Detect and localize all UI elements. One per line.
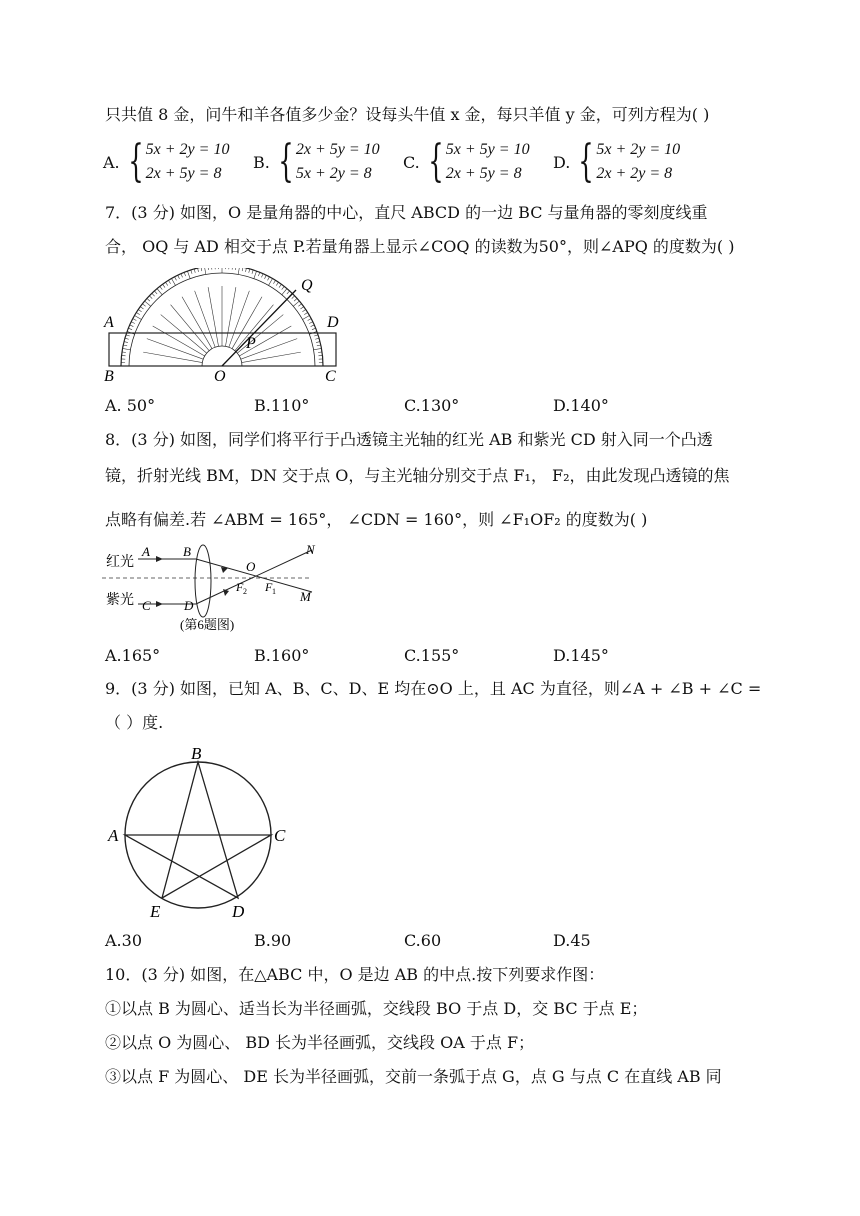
- q9-option-a: A.30: [105, 931, 142, 950]
- protractor-tick: [163, 284, 165, 287]
- figure-caption: (第6题图): [180, 617, 235, 632]
- q7-text-line2: 合， OQ 与 AD 相交于点 P.若量角器上显示∠COQ 的读数为50°，则∠APQ 的度数为( ): [105, 237, 735, 256]
- q6-option-b-eq1: 2x + 5y = 10: [295, 141, 380, 158]
- protractor-tick: [315, 338, 319, 339]
- protractor-tick: [123, 348, 131, 349]
- label-n: N: [306, 542, 315, 557]
- protractor-radial-line: [153, 326, 205, 356]
- protractor-tick: [124, 342, 128, 343]
- brace-icon: {: [278, 136, 294, 187]
- q6-option-d-eq2: 2x + 2y = 8: [596, 165, 673, 182]
- q9-option-d: D.45: [553, 931, 591, 950]
- arrow-icon: [156, 601, 163, 607]
- q6-option-d: [553, 138, 680, 186]
- protractor-tick: [308, 319, 312, 321]
- protractor-tick: [145, 301, 151, 306]
- protractor-tick: [309, 322, 313, 324]
- protractor-tick: [282, 289, 287, 295]
- q8-option-d: D.145°: [553, 646, 609, 665]
- q6-option-a-eq1: 5x + 2y = 10: [145, 141, 230, 158]
- protractor-tick: [154, 291, 157, 294]
- protractor-tick: [130, 325, 134, 327]
- protractor-radial-line: [225, 287, 235, 346]
- protractor-tick: [126, 335, 130, 336]
- q10-text-line3: ②以点 O 为圆心、 BD 长为半径画弧，交线段 OA 于点 F；: [105, 1033, 535, 1052]
- arrow-icon: [156, 556, 163, 562]
- q7-option-a: A. 50°: [105, 396, 156, 415]
- protractor-tick: [140, 307, 143, 309]
- label-a: A: [108, 826, 119, 845]
- q6-option-d-label: D.: [553, 152, 571, 172]
- q10-text-line2: ①以点 B 为圆心、适当长为半径画弧，交线段 BO 于点 D，交 BC 于点 E；: [105, 999, 648, 1018]
- q6-option-d-eq1: 5x + 2y = 10: [596, 141, 681, 158]
- label-f1: F: [265, 580, 273, 594]
- protractor-tick: [245, 268, 246, 272]
- q6-option-c-eq2: 2x + 5y = 8: [445, 165, 522, 182]
- protractor-tick: [149, 296, 152, 299]
- protractor-tick: [265, 275, 267, 279]
- q7-option-d: D.140°: [553, 396, 609, 415]
- q7-protractor-figure: [100, 268, 350, 384]
- label-o: O: [214, 368, 226, 384]
- q8-option-a: A.165°: [105, 646, 161, 665]
- protractor-ticks: [121, 268, 323, 366]
- protractor-radial-line: [143, 352, 202, 362]
- arrow-icon: [221, 567, 228, 573]
- protractor-tick: [181, 274, 183, 278]
- protractor-tick: [293, 301, 299, 306]
- protractor-tick: [300, 307, 303, 309]
- protractor-tick: [249, 269, 250, 273]
- q9-option-c: C.60: [404, 931, 442, 950]
- protractor-tick: [172, 279, 176, 286]
- protractor-radial-line: [195, 291, 216, 347]
- protractor-radial-line: [182, 297, 212, 349]
- q6-option-c: [403, 138, 530, 186]
- q6-option-c-label: C.: [403, 152, 420, 172]
- protractor-tick: [268, 277, 270, 281]
- protractor-tick: [175, 277, 177, 281]
- label-c: C: [142, 598, 151, 613]
- protractor-tick: [147, 298, 150, 301]
- label-a: A: [104, 314, 114, 331]
- protractor-tick: [135, 316, 142, 320]
- label-f2-sub: 2: [243, 587, 247, 596]
- protractor-tick: [198, 268, 199, 272]
- protractor-radial-line: [208, 287, 218, 346]
- protractor-tick: [125, 338, 129, 339]
- label-p: P: [246, 335, 256, 352]
- q6-option-a: [103, 138, 229, 186]
- protractor-tick: [138, 310, 141, 312]
- q8-option-b: B.160°: [254, 646, 310, 665]
- protractor-tick: [235, 268, 236, 270]
- protractor-tick: [314, 335, 318, 336]
- label-red-light: 红光: [106, 555, 134, 570]
- protractor-tick: [298, 304, 301, 306]
- protractor-tick: [142, 304, 145, 306]
- label-d: D: [232, 902, 245, 920]
- protractor-tick: [160, 286, 162, 289]
- protractor-tick: [292, 296, 295, 299]
- q9-star-circle-figure: [100, 740, 300, 920]
- q6-option-c-eq1: 5x + 5y = 10: [445, 141, 530, 158]
- protractor-tick: [304, 312, 307, 314]
- q6-option-a-eq2: 2x + 5y = 8: [145, 165, 222, 182]
- protractor-tick: [201, 268, 202, 271]
- protractor-tick: [133, 319, 137, 321]
- protractor-tick: [317, 345, 321, 346]
- protractor-tick: [242, 268, 243, 271]
- q6-text-line1: 只共值 8 金，问牛和羊各值多少金？设每头牛值 x 金，每只羊值 y 金，可列方程为( ): [105, 105, 710, 124]
- brace-icon: {: [428, 136, 444, 187]
- q8-text-line2: 镜，折射光线 BM，DN 交于点 O，与主光轴分别交于点 F₁， F₂，由此发现凸透镜的焦: [105, 466, 730, 485]
- protractor-tick: [273, 280, 275, 283]
- protractor-tick: [131, 322, 135, 324]
- protractor-tick: [194, 269, 195, 273]
- q6-option-b: [253, 138, 380, 186]
- label-b: B: [183, 544, 191, 559]
- protractor-tick: [187, 271, 190, 279]
- q8-option-c: C.155°: [404, 646, 460, 665]
- protractor-tick: [252, 270, 253, 274]
- protractor-tick: [122, 352, 126, 353]
- label-q: Q: [301, 277, 313, 294]
- protractor-tick: [303, 316, 310, 320]
- q7-option-c: C.130°: [404, 396, 460, 415]
- q6-option-b-eq2: 5x + 2y = 8: [295, 165, 372, 182]
- q8-text-line3: 点略有偏差.若 ∠ABM = 165°， ∠CDN = 160°，则 ∠F₁OF₂ 的度数为( ): [105, 510, 648, 529]
- protractor-radial-line: [147, 339, 203, 360]
- protractor-tick: [269, 279, 273, 286]
- label-d: D: [327, 314, 339, 331]
- label-a: A: [142, 544, 150, 559]
- protractor-radial-line: [242, 352, 301, 362]
- label-b: B: [104, 368, 114, 384]
- label-c: C: [274, 826, 286, 845]
- label-b: B: [191, 744, 202, 763]
- label-o: O: [246, 559, 256, 574]
- q8-text-line1: 8．(3 分) 如图，同学们将平行于凸透镜主光轴的红光 AB 和紫光 CD 射入同一个凸透: [105, 430, 713, 449]
- protractor-tick: [178, 275, 180, 279]
- protractor-tick: [318, 352, 322, 353]
- protractor-tick: [302, 310, 305, 312]
- protractor-tick: [261, 274, 263, 278]
- protractor-tick: [311, 325, 315, 327]
- protractor-tick: [294, 298, 297, 301]
- q9-text-line2: （ ）度.: [105, 713, 164, 732]
- protractor-tick: [282, 286, 284, 289]
- label-e: E: [150, 902, 161, 920]
- protractor-tick: [136, 312, 139, 314]
- q9-text-line1: 9．(3 分) 如图，已知 A、B、C、D、E 均在⊙O 上，且 AC 为直径，则∠A + ∠B + ∠C =: [105, 679, 762, 698]
- protractor-tick: [316, 342, 320, 343]
- protractor-tick: [314, 348, 322, 349]
- q8-lens-figure: [100, 540, 330, 635]
- label-purple-light: 紫光: [106, 593, 134, 608]
- protractor-tick: [287, 291, 290, 294]
- protractor-tick: [123, 345, 127, 346]
- protractor-tick: [157, 289, 162, 295]
- label-f2: F: [236, 580, 244, 594]
- label-f1-sub: 1: [272, 587, 276, 596]
- q7-text-line1: 7．(3 分) 如图，O 是量角器的中心，直尺 ABCD 的一边 BC 与量角器的零刻度线重: [105, 203, 708, 222]
- label-c: C: [325, 368, 336, 384]
- label-d: D: [184, 598, 194, 613]
- protractor-tick: [152, 293, 155, 296]
- protractor-tick: [204, 268, 205, 274]
- q9-option-b: B.90: [254, 931, 292, 950]
- protractor-tick: [238, 268, 239, 274]
- protractor-tick: [208, 268, 209, 270]
- protractor-tick: [166, 282, 168, 285]
- ruler-rect: [109, 333, 336, 366]
- q6-option-a-label: A.: [103, 152, 120, 172]
- brace-icon: {: [578, 136, 595, 187]
- protractor-tick: [191, 270, 192, 274]
- protractor-tick: [168, 280, 170, 283]
- brace-icon: {: [127, 136, 144, 187]
- q10-text-line4: ③以点 F 为圆心、 DE 长为半径画弧，交前一条弧于点 G，点 G 与点 C 在直线 AB 同: [105, 1067, 722, 1086]
- q10-text-line1: 10．(3 分) 如图，在△ABC 中，O 是边 AB 的中点.按下列要求作图：: [105, 965, 605, 984]
- q7-option-b: B.110°: [254, 396, 310, 415]
- convex-lens: [195, 545, 211, 617]
- arrow-icon: [223, 589, 229, 596]
- protractor-tick: [254, 271, 257, 279]
- protractor-tick: [184, 272, 185, 276]
- label-m: M: [300, 589, 311, 604]
- protractor-tick: [276, 282, 278, 285]
- protractor-tick: [279, 284, 281, 287]
- q6-option-b-label: B.: [253, 152, 270, 172]
